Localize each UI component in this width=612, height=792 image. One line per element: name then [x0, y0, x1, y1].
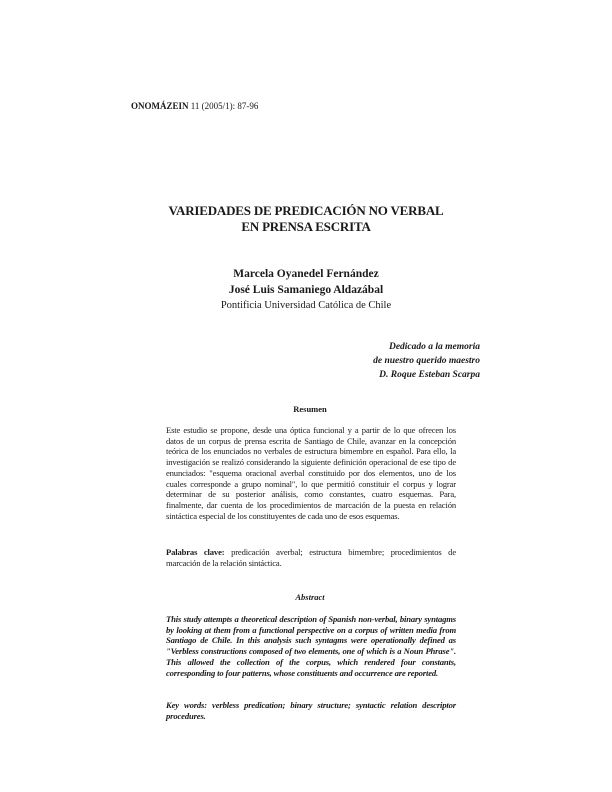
resumen-body: Este estudio se propone, desde una óptica funcional y a partir de lo que ofrecen los datos de un corpus de prensa escrita de Santiago de Chile, avanzar en la concepción teórica de los enunciados no verbales de estructura bimembre en español. Para ello, la investigación se realizó considerando la siguiente definición operacional de ese tipo de enunciados: "esquema oracional averbal constituido por dos elementos, uno de los cuales corresponde a grupo nominal", lo que permitió constituir el corpus y lograr determinar de su posterior análisis, como constantes, cuatro esquemas. Para, finalmente, dar cuenta de los procedimientos de marcación de la puesta en relación sintáctica especial de los constituyentes de cada uno de esos esquemas.: [166, 425, 456, 521]
keywords-text: predicación averbal; estructura bimembre; procedimientos de marcación de la relación sintáctica.: [166, 547, 456, 568]
affiliation: Pontificia Universidad Católica de Chile: [220, 300, 392, 311]
paper-title: [100, 203, 512, 235]
keywords-label: Key words:: [166, 700, 207, 710]
author-list: [100, 266, 512, 298]
dedication-line: de nuestro querido maestro: [373, 356, 480, 366]
resumen-heading: Resumen: [293, 404, 327, 414]
resumen-keywords: [166, 547, 456, 568]
title-line-1: VARIEDADES DE PREDICACIÓN NO VERBAL: [168, 203, 444, 218]
dedication-line: D. Roque Esteban Scarpa: [379, 370, 480, 380]
keywords-label: Palabras clave:: [166, 547, 225, 557]
abstract-body: This study attempts a theoretical description of Spanish non-verbal, binary syntagms by looking at them from a functional perspective on a corpus of written media from Santiago de Chile. In this analysis such syntagms were operationally defined as "Verbless constructions composed of two elements, one of which is a Noun Phrase". This allowed the collection of the corpus, which rendered four constants, corresponding to four patterns, whose constituents and occurrence are reported.: [166, 614, 456, 678]
author-name: José Luis Samaniego Aldazábal: [228, 284, 384, 296]
title-line-2: EN PRENSA ESCRITA: [241, 219, 371, 234]
journal-issue: 11 (2005/1): 87-96: [190, 101, 259, 111]
dedication-line: Dedicado a la memoria: [388, 342, 480, 352]
author-name: Marcela Oyanedel Fernández: [233, 268, 379, 280]
dedication: [373, 340, 480, 382]
abstract-heading: Abstract: [295, 592, 325, 602]
journal-citation: [131, 101, 258, 111]
journal-name: ONOMÁZEIN: [131, 101, 189, 111]
keywords-text: verbless predication; binary structure; syntactic relation descriptor procedures.: [166, 700, 456, 721]
abstract-keywords: [166, 700, 456, 721]
